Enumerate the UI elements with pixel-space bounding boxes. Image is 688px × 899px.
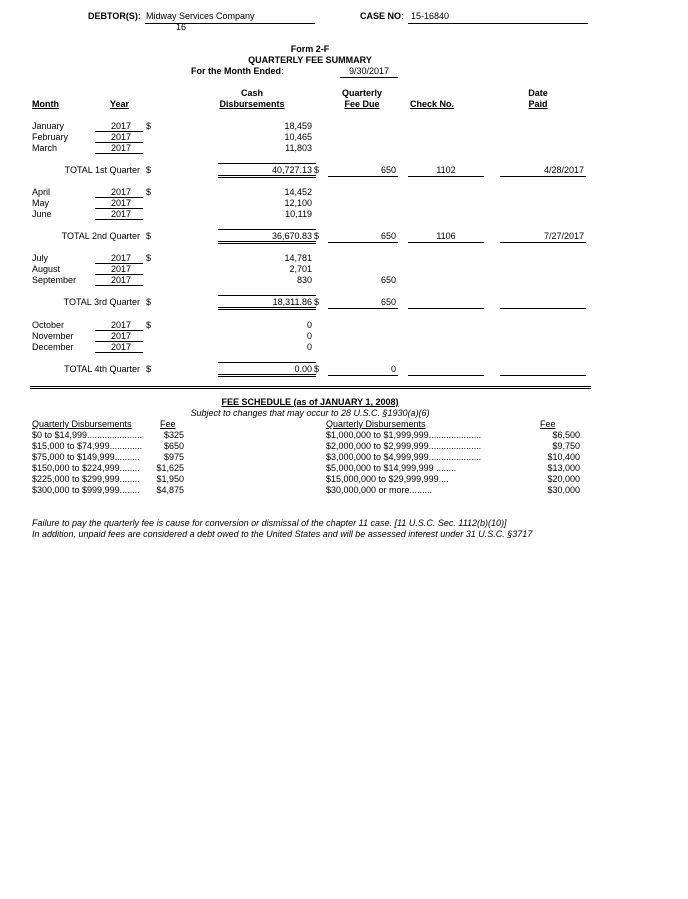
- month-label: December: [32, 342, 74, 352]
- date-underline: [500, 308, 586, 309]
- fee-underline: [328, 375, 398, 376]
- quarter-check-no: 1106: [436, 231, 456, 241]
- quarter-fee-due: 650: [380, 231, 396, 241]
- fee-amount: $325: [163, 430, 184, 440]
- fee-range: $15,000,000 to $29,999,999....: [326, 474, 449, 484]
- month-label: May: [32, 198, 50, 208]
- month-label: August: [32, 264, 61, 274]
- fee-schedule-subtitle: Subject to changes that may occur to 28 U.S.C. §1930(a)(6): [190, 408, 430, 418]
- col-fee-l2: Fee Due: [344, 99, 380, 109]
- month-label: February: [32, 132, 69, 142]
- disbursement-value: 10,465: [284, 132, 312, 142]
- fee-amount: $1,950: [156, 474, 184, 484]
- total-top-rule: [218, 229, 316, 230]
- year-value: 2017: [110, 275, 131, 285]
- month-fee-value: 650: [380, 275, 396, 285]
- quarter-total-value: 0.00: [294, 364, 312, 374]
- fee-amount: $13,000: [547, 463, 580, 473]
- check-underline: [408, 375, 484, 376]
- check-underline: [408, 308, 484, 309]
- debtor-underline: [145, 23, 315, 24]
- disbursement-value: 0: [306, 331, 312, 341]
- total-double-rule: [218, 374, 316, 377]
- year-underline: [95, 285, 143, 286]
- month-ended-label: For the Month Ended:: [191, 66, 284, 76]
- quarter-check-no: 1102: [436, 165, 456, 175]
- check-underline: [408, 242, 484, 243]
- year-value: 2017: [110, 132, 131, 142]
- fee-range: $2,000,000 to $2,999,999.....................: [326, 441, 482, 451]
- dollar-sign: $: [146, 187, 152, 197]
- fee-amount: $10,400: [547, 452, 580, 462]
- total-top-rule: [218, 295, 316, 296]
- fee-range: $225,000 to $299,999........: [32, 474, 140, 484]
- month-ended-underline: [340, 77, 398, 78]
- quarter-total-after: $: [314, 231, 320, 241]
- month-label: April: [32, 187, 51, 197]
- debtor-sub: 16: [176, 22, 187, 32]
- col-date-l2: Paid: [528, 99, 548, 109]
- year-underline: [95, 219, 143, 220]
- case-number: 15-16840: [411, 11, 450, 21]
- disbursement-value: 10,119: [285, 209, 312, 219]
- quarter-total-dollar: $: [146, 297, 152, 307]
- debtor-label: DEBTOR(S):: [88, 11, 141, 21]
- col-date-l1: Date: [528, 88, 548, 98]
- fee-amount: $4,875: [156, 485, 184, 495]
- fee-amount: $1,625: [156, 463, 184, 473]
- year-value: 2017: [110, 209, 131, 219]
- month-label: November: [32, 331, 74, 341]
- disbursement-value: 2,701: [289, 264, 312, 274]
- dollar-sign: $: [146, 320, 152, 330]
- date-underline: [500, 242, 586, 243]
- footer-line-2: In addition, unpaid fees are considered a debt owed to the United States and will be assessed interest under 31 U.S.C. §3717: [32, 529, 533, 539]
- fee-range: $15,000 to $74,999.............: [32, 441, 143, 451]
- month-label: September: [32, 275, 77, 285]
- quarter-total-after: $: [314, 165, 320, 175]
- fee-amount: $650: [163, 441, 184, 451]
- fee-underline: [328, 308, 398, 309]
- month-ended-value: 9/30/2017: [348, 66, 390, 76]
- fee-amount: $975: [163, 452, 184, 462]
- case-underline: [408, 23, 588, 24]
- disbursement-value: 18,459: [284, 121, 312, 131]
- check-underline: [408, 176, 484, 177]
- form-number: Form 2-F: [290, 44, 330, 54]
- col-month: Month: [32, 99, 59, 109]
- fee-amount: $30,000: [547, 485, 580, 495]
- year-value: 2017: [110, 198, 131, 208]
- disbursement-value: 830: [296, 275, 312, 285]
- col-cash-l1: Cash: [240, 88, 263, 98]
- year-value: 2017: [110, 253, 131, 263]
- date-underline: [500, 375, 586, 376]
- month-label: October: [32, 320, 65, 330]
- quarter-total-label: TOTAL 4th Quarter: [64, 364, 140, 374]
- quarter-fee-due: 0: [390, 364, 396, 374]
- quarter-total-label: TOTAL 1st Quarter: [64, 165, 140, 175]
- year-value: 2017: [110, 331, 131, 341]
- total-top-rule: [218, 163, 316, 164]
- quarter-total-dollar: $: [146, 165, 152, 175]
- month-label: June: [32, 209, 52, 219]
- fee-amount: $9,750: [552, 441, 580, 451]
- disbursement-value: 14,781: [284, 253, 312, 263]
- debtor-name: Midway Services Company: [146, 11, 255, 21]
- total-double-rule: [218, 175, 316, 178]
- disbursement-value: 0: [306, 320, 312, 330]
- date-underline: [500, 176, 586, 177]
- fee-range: $150,000 to $224,999........: [32, 463, 140, 473]
- fee-amount: $20,000: [547, 474, 580, 484]
- fee-right-header: Quarterly Disbursements: [326, 419, 426, 429]
- col-check: Check No.: [410, 99, 455, 109]
- fee-underline: [328, 176, 398, 177]
- quarter-total-value: 18,311.86: [272, 297, 312, 307]
- fee-amount: $6,500: [552, 430, 580, 440]
- quarter-fee-due: 650: [380, 297, 396, 307]
- quarter-total-after: $: [314, 364, 320, 374]
- month-label: July: [32, 253, 49, 263]
- quarter-date-paid: 7/27/2017: [543, 231, 584, 241]
- section-separator: [30, 386, 591, 389]
- col-cash-l2: Disbursements: [219, 99, 285, 109]
- form-title: QUARTERLY FEE SUMMARY: [248, 55, 372, 65]
- month-label: March: [32, 143, 58, 153]
- year-underline: [95, 153, 143, 154]
- year-value: 2017: [110, 143, 131, 153]
- fee-underline: [328, 242, 398, 243]
- col-fee-l1: Quarterly: [341, 88, 383, 98]
- fee-right-fee-header: Fee: [540, 419, 556, 429]
- year-underline: [95, 352, 143, 353]
- year-value: 2017: [110, 121, 131, 131]
- fee-range: $5,000,000 to $14,999,999 ........: [326, 463, 457, 473]
- year-value: 2017: [110, 187, 131, 197]
- fee-range: $0 to $14,999......................: [32, 430, 143, 440]
- quarter-total-value: 40,727.13: [271, 165, 312, 175]
- quarter-total-dollar: $: [146, 364, 152, 374]
- disbursement-value: 14,452: [284, 187, 312, 197]
- disbursement-value: 11,803: [285, 143, 312, 153]
- year-value: 2017: [110, 320, 131, 330]
- fee-left-header: Quarterly Disbursements: [32, 419, 132, 429]
- quarter-total-dollar: $: [146, 231, 152, 241]
- total-double-rule: [218, 307, 316, 310]
- year-value: 2017: [110, 264, 131, 274]
- quarter-total-value: 36,670.83: [271, 231, 312, 241]
- disbursement-value: 12,100: [284, 198, 312, 208]
- fee-left-fee-header: Fee: [160, 419, 176, 429]
- quarter-total-label: TOTAL 2nd Quarter: [61, 231, 140, 241]
- quarter-date-paid: 4/28/2017: [543, 165, 584, 175]
- fee-range: $1,000,000 to $1,999,999.....................: [326, 430, 482, 440]
- fee-range: $300,000 to $999,999........: [32, 485, 140, 495]
- fee-range: $75,000 to $149,999..........: [32, 452, 140, 462]
- total-top-rule: [218, 362, 316, 363]
- col-year: Year: [110, 99, 130, 109]
- year-value: 2017: [110, 342, 131, 352]
- case-label: CASE NO:: [360, 11, 405, 21]
- quarter-fee-due: 650: [380, 165, 396, 175]
- fee-schedule-title: FEE SCHEDULE (as of JANUARY 1, 2008): [221, 397, 399, 407]
- quarter-total-after: $: [314, 297, 320, 307]
- quarter-total-label: TOTAL 3rd Quarter: [63, 297, 140, 307]
- dollar-sign: $: [146, 253, 152, 263]
- month-label: January: [32, 121, 65, 131]
- dollar-sign: $: [146, 121, 152, 131]
- footer-line-1: Failure to pay the quarterly fee is cause for conversion or dismissal of the chapter 11 case. [11 U.S.C. Sec. 1112(b)(10)]: [32, 518, 507, 528]
- fee-range: $3,000,000 to $4,999,999.....................: [326, 452, 482, 462]
- total-double-rule: [218, 241, 316, 244]
- disbursement-value: 0: [306, 342, 312, 352]
- fee-range: $30,000,000 or more.........: [326, 485, 433, 495]
